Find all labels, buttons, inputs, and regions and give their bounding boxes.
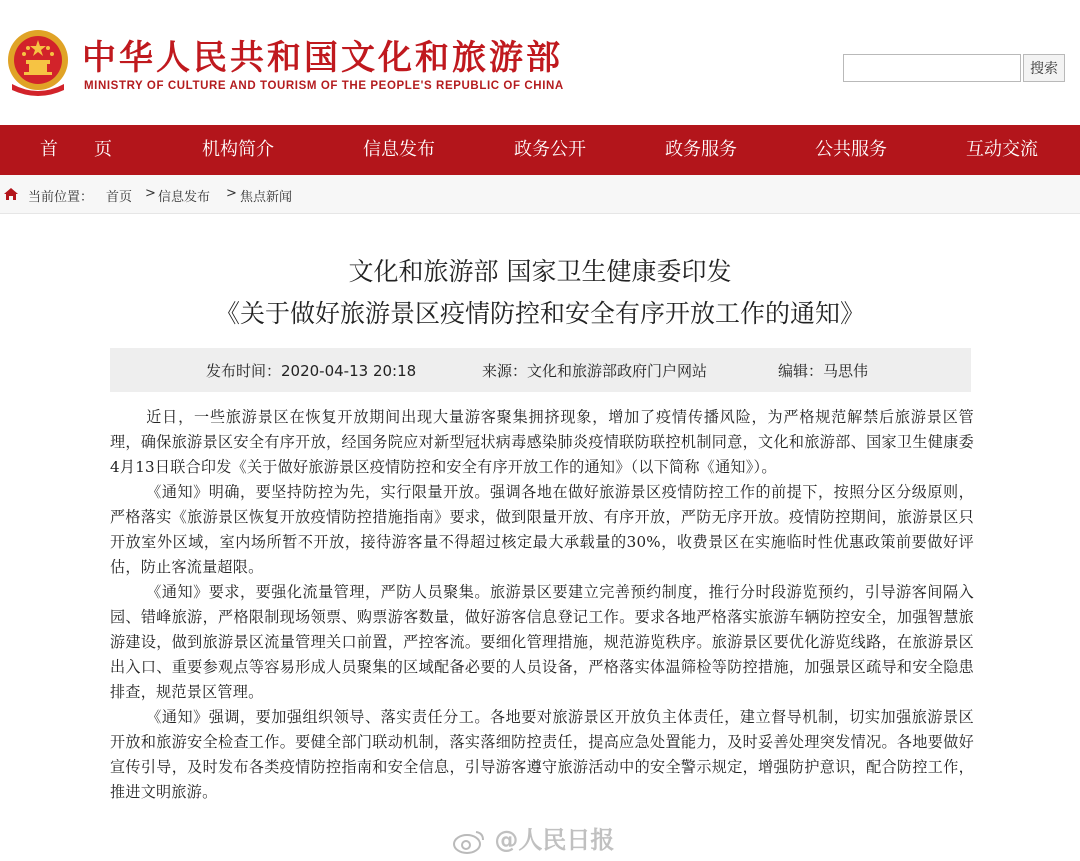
article-paragraph: 《通知》要求，要强化流量管理，严防人员聚集。旅游景区要建立完善预约制度，推行分时段游览预约，引导游客间隔入园、错峰旅游，严格限制现场领票、购票游客数量，做好游客信息登记工作。要求各地严格落实旅游车辆防控安全，加强智慧旅游建设，做到旅游景区流量管理关口前置，严控客流。要细化管理措施，规范游览秩序。旅游景区要优化游览线路，在旅游景区出入口、重要参观点等容易形成人员聚集的区域配备必要的人员设备，严格落实体温筛检等防控措施，加强景区疏导和安全隐患排查，规范景区管理。 (110, 583, 974, 701)
national-emblem-icon[interactable] (6, 26, 70, 98)
nav-item-gov-affairs[interactable]: 政务公开 (514, 139, 586, 160)
home-icon (3, 187, 19, 201)
article-editor: 编辑：马思伟 (778, 362, 869, 380)
breadcrumb-focus-news[interactable]: 焦点新闻 (240, 190, 293, 205)
site-subtitle: MINISTRY OF CULTURE AND TOURISM OF THE PEOPLE'S REPUBLIC OF CHINA (84, 80, 564, 92)
breadcrumb (0, 175, 1080, 214)
article-body (110, 405, 974, 805)
article-paragraph: 《通知》强调，要加强组织领导、落实责任分工。各地要对旅游景区开放负主体责任，建立督导机制，切实加强旅游景区开放和旅游安全检查工作。要健全部门联动机制，落实落细防控责任，提高应急处置能力，及时妥善处理突发情况。各地要做好宣传引导，及时发布各类疫情防控指南和安全信息，引导游客遵守旅游活动中的安全警示规定，增强防护意识，配合防控工作，推进文明旅游。 (110, 708, 974, 801)
breadcrumb-label: 当前位置： (28, 190, 94, 205)
search-input[interactable] (843, 54, 1021, 82)
nav-item-gov-services[interactable]: 政务服务 (665, 139, 737, 160)
nav-item-news[interactable]: 信息发布 (363, 139, 435, 160)
nav-item-about[interactable]: 机构简介 (202, 139, 274, 160)
breadcrumb-separator: > (226, 186, 237, 201)
article-meta (110, 348, 971, 392)
nav-item-public-services[interactable]: 公共服务 (815, 139, 887, 160)
article-paragraph: 《通知》明确，要坚持防控为先，实行限量开放。强调各地在做好旅游景区疫情防控工作的前提下，按照分区分级原则，严格落实《旅游景区恢复开放疫情防控措施指南》要求，做到限量开放、有序开放，严防无序开放。疫情防控期间，旅游景区只开放室外区域，室内场所暂不开放，接待游客量不得超过核定最大承载量的30%，收费景区在实施临时性优惠政策前要做好评估，防止客流量超限。 (110, 483, 974, 576)
article-source: 来源：文化和旅游部政府门户网站 (482, 362, 708, 380)
main-nav (0, 125, 1080, 175)
search-button[interactable]: 搜索 (1023, 54, 1065, 82)
nav-item-interaction[interactable]: 互动交流 (966, 139, 1038, 160)
breadcrumb-separator: > (145, 186, 156, 201)
article-paragraph: 近日，一些旅游景区在恢复开放期间出现大量游客聚集拥挤现象，增加了疫情传播风险，为严格规范解禁后旅游景区管理，确保旅游景区安全有序开放，经国务院应对新型冠状病毒感染肺炎疫情联防联控机制同意，文化和旅游部、国家卫生健康委4月13日联合印发《关于做好旅游景区疫情防控和安全有序开放工作的通知》（以下简称《通知》）。 (110, 408, 974, 476)
breadcrumb-news[interactable]: 信息发布 (158, 190, 211, 205)
nav-item-home[interactable]: 首 页 (40, 139, 112, 160)
site-header (0, 0, 1080, 125)
watermark (452, 820, 614, 855)
article-title-line1: 文化和旅游部 国家卫生健康委印发 (348, 257, 732, 286)
weibo-icon (452, 828, 486, 854)
breadcrumb-home[interactable]: 首页 (106, 190, 133, 205)
publish-time: 发布时间：2020-04-13 20:18 (206, 362, 417, 380)
watermark-text: @人民日报 (494, 826, 615, 854)
site-title: 中华人民共和国文化和旅游部 (82, 38, 563, 78)
article-title-line2: 《关于做好旅游景区疫情防控和安全有序开放工作的通知》 (214, 299, 865, 328)
